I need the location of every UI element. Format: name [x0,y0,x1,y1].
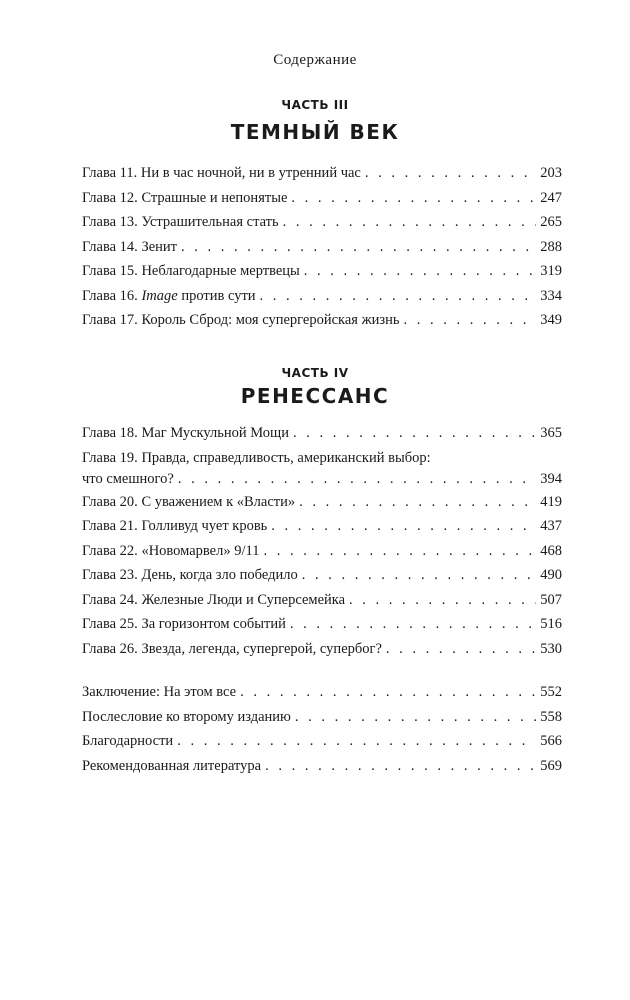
leader-dots [304,263,536,280]
toc-entry-ch17[interactable] [82,312,562,337]
toc-entry-ch21[interactable] [82,518,562,543]
toc-entry-ch19[interactable] [82,450,562,494]
page-number: 468 [540,542,562,559]
page-number: 288 [540,238,562,255]
leader-dots [349,592,536,609]
entry-title: Глава 15. Неблагодарные мертвецы [82,263,300,279]
entry-title: Рекомендованная литература [82,757,262,774]
page-number: 516 [540,616,562,632]
entry-title: Заключение: На этом все [82,684,237,700]
leader-dots [260,288,537,305]
leader-dots [283,214,537,231]
entry-title: Глава 24. Железные Люди и Суперсемейка [82,591,346,608]
leader-dots [386,641,536,658]
entry-title: Благодарности [82,733,174,749]
page-number: 365 [540,425,562,441]
entry-title: Глава 25. За горизонтом событий [82,616,286,632]
leader-dots [299,494,536,511]
part-4-label: ЧАСТЬ IV [281,366,349,380]
page-number: 419 [540,493,562,510]
leader-dots [181,239,536,256]
part-3-title: ТЕМНЫЙ ВЕК [230,120,400,144]
entry-title: Глава 20. С уважением к «Власти» [82,493,296,510]
page-title: Содержание [273,52,357,68]
page-number: 319 [540,263,562,279]
page-number: 247 [540,189,562,206]
page-number: 490 [540,567,562,583]
toc-entry-ch23[interactable] [82,567,562,592]
leader-dots [290,616,536,633]
page-number: 566 [540,733,562,749]
toc-entry-conclusion[interactable] [82,684,562,709]
page-number: 394 [540,470,562,487]
leader-dots [240,684,536,701]
page-number: 558 [540,708,562,725]
leader-dots [178,471,536,488]
toc-entry-ch18[interactable] [82,425,562,450]
entry-title: Глава 14. Зенит [82,238,177,255]
entry-title: Глава 12. Страшные и непонятые [82,189,288,206]
leader-dots [302,567,537,584]
toc-entry-ch24[interactable] [82,592,562,617]
toc-back-matter [82,684,562,782]
toc-part-4 [82,425,562,665]
page-number: 569 [540,757,562,774]
page-number: 265 [540,214,562,230]
toc-entry-ch15[interactable] [82,263,562,288]
toc-entry-ch14[interactable] [82,239,562,264]
toc-entry-ch16[interactable] [82,288,562,313]
part-4-title: РЕНЕССАНС [240,384,390,408]
part-3-label: ЧАСТЬ III [281,98,349,112]
entry-title: Глава 23. День, когда зло победило [82,567,298,583]
page-number: 530 [540,640,562,657]
toc-entry-ch20[interactable] [82,494,562,519]
entry-title-continued: что смешного? [82,470,174,487]
toc-entry-ch22[interactable] [82,543,562,568]
entry-title: Глава 13. Устрашительная стать [82,214,279,230]
entry-title: Глава 11. Ни в час ночной, ни в утренний час [82,165,361,181]
leader-dots [293,425,536,442]
leader-dots [177,733,536,750]
toc-entry-reading-list[interactable] [82,758,562,783]
entry-title: Глава 22. «Новомарвел» 9/11 [82,542,260,559]
toc-entry-ch25[interactable] [82,616,562,641]
page-number: 203 [540,165,562,181]
toc-part-3 [82,165,562,337]
toc-entry-ch11[interactable] [82,165,562,190]
toc-entry-ch12[interactable] [82,190,562,215]
leader-dots [291,190,536,207]
entry-title: Глава 18. Маг Мускульной Мощи [82,425,289,441]
page-number: 349 [540,312,562,328]
page-number: 507 [540,591,562,608]
entry-title: Глава 17. Король Сброд: моя супергеройская жизнь [82,312,400,328]
entry-title: Глава 21. Голливуд чует кровь [82,518,268,534]
toc-entry-acknowledgments[interactable] [82,733,562,758]
entry-title: Глава 26. Звезда, легенда, супергерой, супербог? [82,640,382,657]
leader-dots [263,543,536,560]
entry-title: Послесловие ко второму изданию [82,708,291,725]
leader-dots [403,312,536,329]
entry-title: Глава 16. Image против сути [82,287,256,304]
page-number: 437 [540,518,562,534]
page-number: 334 [540,287,562,304]
toc-entry-ch26[interactable] [82,641,562,666]
entry-title: Глава 19. Правда, справедливость, американский выбор: [82,449,431,466]
leader-dots [271,518,536,535]
leader-dots [295,709,536,726]
toc-entry-ch13[interactable] [82,214,562,239]
page-number: 552 [540,684,562,700]
leader-dots [365,165,536,182]
toc-entry-afterword[interactable] [82,709,562,734]
leader-dots [265,758,536,775]
